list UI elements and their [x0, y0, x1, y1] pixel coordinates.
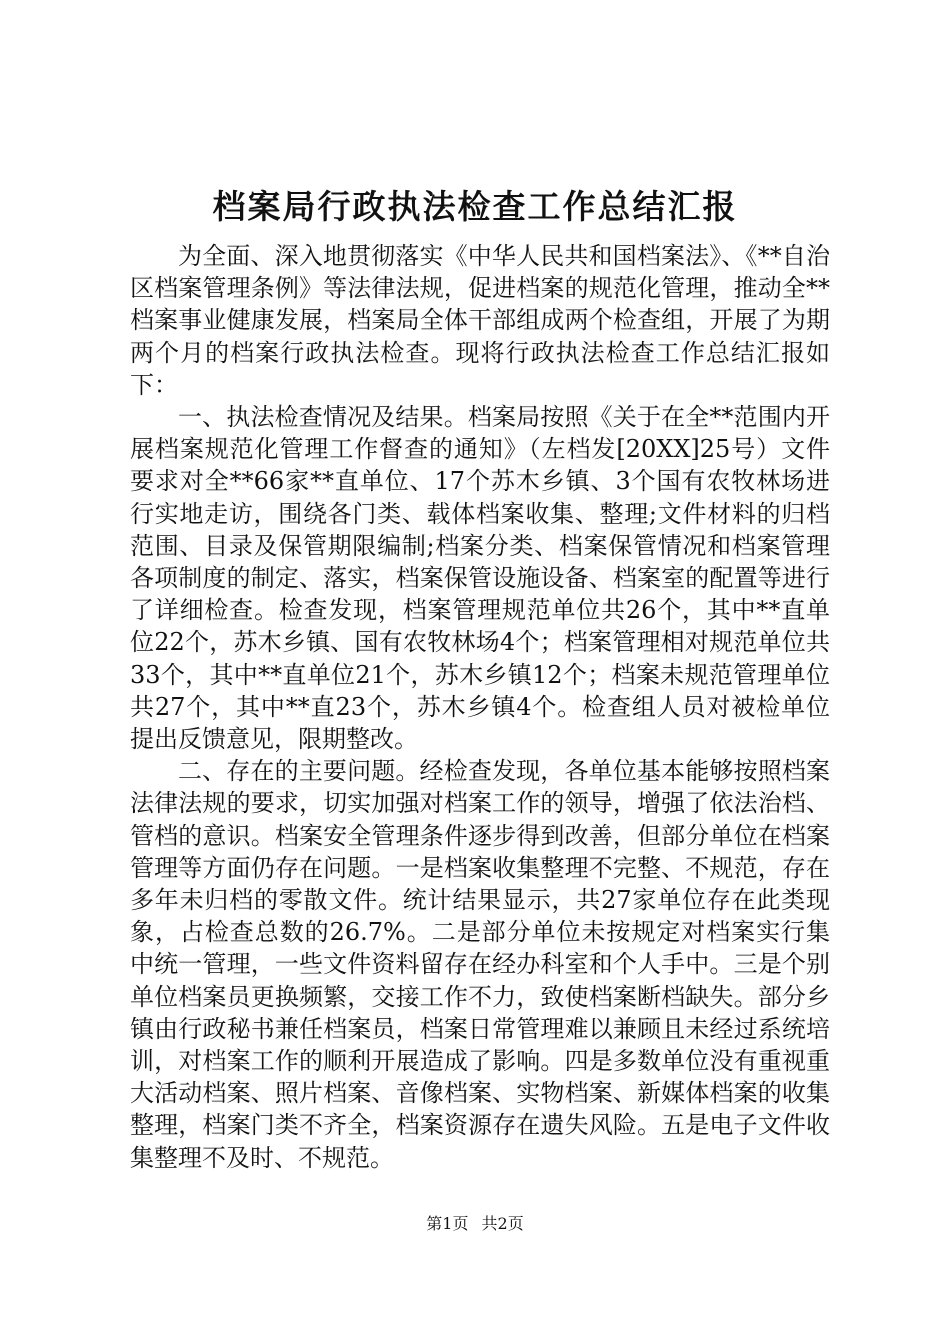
current-page-number: 第1页 — [426, 1214, 469, 1233]
paragraph-main-problems: 二、存在的主要问题。经检查发现，各单位基本能够按照档案法律法规的要求，切实加强对档案工作的领导，增强了依法治档、管档的意识。档案安全管理条件逐步得到改善，但部分单位在档案管理等方面仍存在问题。一是档案收集整理不完整、不规范，存在多年未归档的零散文件。统计结果显示，共27家单位存在此类现象，占检查总数的26.7%。二是部分单位未按规定对档案实行集中统一管理，一些文件资料留存在经办科室和个人手中。三是个别单位档案员更换频繁，交接工作不力，致使档案断档缺失。部分乡镇由行政秘书兼任档案员，档案日常管理难以兼顾且未经过系统培训，对档案工作的顺利开展造成了影响。四是多数单位没有重视重大活动档案、照片档案、音像档案、实物档案、新媒体档案的收集整理，档案门类不齐全，档案资源存在遗失风险。五是电子文件收集整理不及时、不规范。 — [130, 757, 830, 1172]
paragraph-intro: 为全面、深入地贯彻落实《中华人民共和国档案法》、《**自治区档案管理条例》等法律法规，促进档案的规范化管理，推动全**档案事业健康发展，档案局全体干部组成两个检查组，开展了为期两个月的档案行政执法检查。现将行政执法检查工作总结汇报如下： — [130, 242, 830, 399]
paragraph-inspection-results: 一、执法检查情况及结果。档案局按照《关于在全**范围内开展档案规范化管理工作督查的通知》（左档发[20XX]25号）文件要求对全**66家**直单位、17个苏木乡镇、3个国有农牧林场进行实地走访，围绕各门类、载体档案收集、整理;文件材料的归档范围、目录及保管期限编制;档案分类、档案保管情况和档案管理各项制度的制定、落实，档案保管设施设备、档案室的配置等进行了详细检查。检查发现，档案管理规范单位共26个，其中**直单位22个，苏木乡镇、国有农牧林场4个；档案管理相对规范单位共33个，其中**直单位21个，苏木乡镇12个；档案未规范管理单位共27个，其中**直23个，苏木乡镇4个。检查组人员对被检单位提出反馈意见，限期整改。 — [130, 403, 830, 754]
total-page-count: 共2页 — [481, 1214, 524, 1233]
document-body — [130, 240, 830, 1174]
document-title: 档案局行政执法检查工作总结汇报 — [212, 187, 738, 226]
page-footer — [0, 1212, 950, 1236]
